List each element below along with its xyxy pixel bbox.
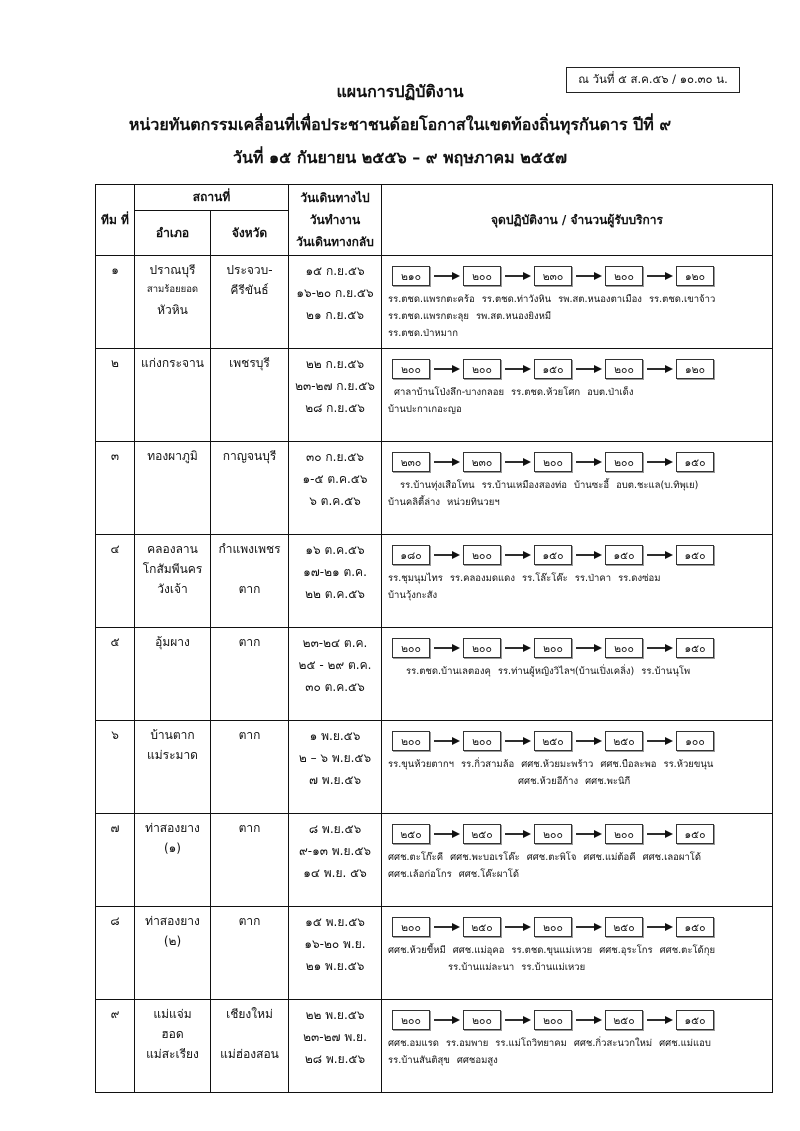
patient-count-box: ๒๕๐ — [605, 917, 643, 937]
dates-cell — [289, 814, 382, 907]
province-cell — [211, 349, 289, 442]
province-cell — [211, 628, 289, 721]
patient-count-box: ๒๐๐ — [392, 1010, 430, 1030]
location-name: บ้านวุ้งกะสัง — [388, 590, 438, 601]
location-line — [388, 308, 772, 325]
province-cell — [211, 1000, 289, 1093]
service-flow — [392, 545, 772, 565]
location-name: ศศช.ตะโก๊ะคี — [388, 852, 444, 863]
return-date: ๑๔ พ.ย. ๕๖ — [303, 866, 367, 880]
points-cell — [382, 814, 773, 907]
location-name: รร.คลองมดแดง — [449, 573, 515, 584]
location-name: บ้านคลิตี้ล่าง — [388, 497, 441, 508]
location-name: รร.ห้วยขนุน — [663, 759, 714, 770]
depart-date: ๑๖ ต.ค.๕๖ — [305, 543, 365, 557]
location-line — [388, 1035, 772, 1052]
location-name: รร.ตชด.ป่าหมาก — [388, 328, 459, 339]
arrow-right-icon — [430, 644, 463, 652]
service-flow — [392, 1010, 772, 1030]
arrow-right-icon — [643, 923, 676, 931]
team-number: ๖ — [96, 721, 135, 814]
patient-count-box: ๒๑๐ — [392, 266, 430, 286]
return-date: ๒๘ พ.ย.๕๖ — [304, 1052, 366, 1066]
patient-count-box: ๒๐๐ — [605, 638, 643, 658]
patient-count-box: ๒๕๐ — [463, 824, 501, 844]
points-cell — [382, 628, 773, 721]
amphoe-name: ทองผาภูมิ — [147, 449, 198, 463]
patient-count-box: ๑๕๐ — [534, 359, 572, 379]
arrow-right-icon — [572, 272, 605, 280]
location-line — [388, 849, 772, 866]
patient-count-box: ๑๕๐ — [676, 452, 714, 472]
return-date: ๒๑ ก.ย.๕๖ — [306, 308, 364, 322]
amphoe-name: วังเจ้า — [157, 582, 188, 596]
header-place: สถานที่ — [135, 185, 289, 211]
patient-count-box: ๒๕๐ — [534, 731, 572, 751]
arrow-right-icon — [501, 644, 534, 652]
location-name: ศศช.แม่แอบ — [659, 1038, 711, 1049]
patient-count-box: ๒๕๐ — [605, 1010, 643, 1030]
header-date-return: วันเดินทางกลับ — [296, 235, 374, 249]
patient-count-box: ๒๐๐ — [463, 545, 501, 565]
arrow-right-icon — [430, 365, 463, 373]
patient-count-box: ๑๒๐ — [676, 266, 714, 286]
service-flow — [392, 731, 772, 751]
province-cell — [211, 256, 289, 349]
province-cell — [211, 442, 289, 535]
location-name: รร.ตชด.แพรกตะลุย — [388, 311, 469, 322]
patient-count-box: ๒๐๐ — [463, 1010, 501, 1030]
province-cell — [211, 814, 289, 907]
team-number: ๘ — [96, 907, 135, 1000]
patient-count-box: ๒๕๐ — [392, 824, 430, 844]
province-name: ตาก — [238, 635, 261, 649]
amphoe-name: (๒) — [163, 934, 182, 948]
amphoe-cell — [135, 535, 211, 628]
dates-cell — [289, 721, 382, 814]
location-line — [388, 291, 772, 308]
patient-count-box: ๑๕๐ — [676, 1010, 714, 1030]
patient-count-box: ๒๓๐ — [463, 452, 501, 472]
depart-date: ๘ พ.ย.๕๖ — [308, 822, 362, 836]
patient-count-box: ๒๐๐ — [463, 638, 501, 658]
amphoe-name: คลองลาน — [147, 542, 198, 556]
province-name — [211, 559, 288, 579]
patient-count-box: ๒๐๐ — [463, 266, 501, 286]
arrow-right-icon — [572, 830, 605, 838]
patient-count-box: ๑๒๐ — [676, 359, 714, 379]
location-name: รร.ท่านผู้หญิงวิไลฯ(บ้านเปิ่งเคลิ่ง) — [497, 666, 635, 677]
location-name: รพ.สต.หนองตาเมือง — [558, 294, 642, 305]
header-points: จุดปฏิบัติงาน / จำนวนผู้รับบริการ — [382, 185, 773, 256]
arrow-right-icon — [501, 923, 534, 931]
province-name: ตาก — [238, 728, 261, 742]
return-date: ๗ พ.ย.๕๖ — [308, 773, 362, 787]
service-locations — [388, 756, 772, 790]
patient-count-box: ๒๕๐ — [463, 917, 501, 937]
amphoe-name: สามร้อยยอด — [146, 284, 199, 295]
province-name — [211, 1024, 288, 1044]
location-line — [388, 942, 772, 959]
location-name: รร.ตชด.ขุนแม่เหวย — [511, 945, 593, 956]
location-line — [388, 570, 772, 587]
location-line — [388, 325, 772, 342]
arrow-right-icon — [643, 644, 676, 652]
points-cell — [382, 1000, 773, 1093]
amphoe-name: ปราณบุรี — [149, 263, 196, 277]
patient-count-box: ๑๐๐ — [676, 731, 714, 751]
document-title: แผนการปฏิบัติงาน — [336, 82, 464, 101]
amphoe-name: แม่สะเรียง — [146, 1047, 199, 1061]
amphoe-name: แม่ระมาด — [147, 748, 198, 762]
service-locations — [388, 291, 772, 342]
arrow-right-icon — [572, 923, 605, 931]
amphoe-name: หัวหิน — [157, 303, 188, 317]
patient-count-box: ๑๕๐ — [676, 824, 714, 844]
document-period: วันที่ ๑๕ กันยายน ๒๕๕๖ – ๙ พฤษภาคม ๒๕๕๗ — [232, 148, 568, 167]
amphoe-name: บ้านตาก — [150, 728, 195, 742]
arrow-right-icon — [643, 551, 676, 559]
amphoe-name: แม่แจ่ม — [153, 1007, 192, 1021]
service-flow — [392, 824, 772, 844]
team-number: ๒ — [96, 349, 135, 442]
location-name: ศศช.เลอผาโด้ — [642, 852, 702, 863]
location-name: บ้านซะอี้ — [573, 480, 610, 491]
service-flow — [392, 359, 772, 379]
service-flow — [392, 452, 772, 472]
arrow-right-icon — [501, 272, 534, 280]
location-name: อบต.ป่าเด็ง — [587, 387, 634, 398]
table-row — [96, 256, 773, 349]
arrow-right-icon — [501, 365, 534, 373]
patient-count-box: ๑๕๐ — [605, 545, 643, 565]
location-line — [388, 494, 772, 511]
arrow-right-icon — [430, 272, 463, 280]
patient-count-box: ๒๐๐ — [392, 359, 430, 379]
depart-date: ๒๒ พ.ย.๕๖ — [305, 1008, 365, 1022]
amphoe-cell — [135, 907, 211, 1000]
location-line — [388, 866, 772, 883]
location-name: รร.ตชด.แพรกตะคร้อ — [388, 294, 475, 305]
arrow-right-icon — [430, 737, 463, 745]
location-name: อบต.ชะแล(บ.ทิพุเย) — [616, 480, 699, 491]
team-number: ๕ — [96, 628, 135, 721]
location-name: รร.ชุมนุมไทร — [388, 573, 443, 584]
amphoe-cell — [135, 1000, 211, 1093]
location-name: รร.ตชด.บ้านเลตองคุ — [406, 666, 491, 677]
arrow-right-icon — [643, 1016, 676, 1024]
arrow-right-icon — [572, 1016, 605, 1024]
arrow-right-icon — [501, 551, 534, 559]
header-date-work: วันทำงาน — [309, 213, 361, 227]
amphoe-cell — [135, 628, 211, 721]
patient-count-box: ๑๕๐ — [676, 545, 714, 565]
location-name: ศศช.ห้วยอีก้าง — [518, 776, 579, 787]
depart-date: ๑๕ พ.ย.๕๖ — [305, 915, 365, 929]
province-name: ตาก — [238, 821, 261, 835]
patient-count-box: ๒๐๐ — [534, 917, 572, 937]
dates-cell — [289, 907, 382, 1000]
patient-count-box: ๑๕๐ — [676, 917, 714, 937]
points-cell — [382, 442, 773, 535]
service-locations — [388, 570, 772, 604]
location-name: ศศช.โค๊ะผาโด้ — [458, 869, 519, 880]
location-name: ศศช.แม่อุคอ — [452, 945, 505, 956]
table-row — [96, 907, 773, 1000]
location-name: รร.แม่โถวิทยาคม — [495, 1038, 567, 1049]
return-date: ๖ ต.ค.๕๖ — [309, 494, 361, 508]
location-name: รร.กิ่วสามล้อ — [460, 759, 515, 770]
table-row — [96, 1000, 773, 1093]
amphoe-cell — [135, 721, 211, 814]
location-name: รพ.สต.หนองยิงหมี — [475, 311, 552, 322]
return-date: ๓๐ ต.ค.๕๖ — [305, 680, 365, 694]
amphoe-name: ท่าสองยาง — [145, 914, 200, 928]
location-name: รร.บ้านเหมืองสองท่อ — [481, 480, 567, 491]
location-name: หน่วยทินวยฯ — [447, 497, 500, 508]
location-name: ศศช.พะบอเรโค๊ะ — [450, 852, 520, 863]
arrow-right-icon — [501, 737, 534, 745]
province-name: คีรีขันธ์ — [230, 283, 269, 297]
location-name: รร.อมพาย — [445, 1038, 489, 1049]
points-cell — [382, 907, 773, 1000]
dates-cell — [289, 628, 382, 721]
province-cell — [211, 721, 289, 814]
location-line — [388, 663, 772, 680]
service-locations — [388, 663, 772, 680]
location-line — [388, 756, 772, 773]
amphoe-cell — [135, 442, 211, 535]
header-amphoe: อำเภอ — [135, 211, 211, 256]
depart-date: ๑๕ ก.ย.๕๖ — [305, 264, 365, 278]
province-name: ประจวบ- — [226, 263, 273, 277]
return-date: ๒๒ ต.ค.๕๖ — [305, 587, 365, 601]
location-line — [388, 384, 772, 401]
dates-cell — [289, 535, 382, 628]
arrow-right-icon — [572, 458, 605, 466]
table-row — [96, 535, 773, 628]
province-cell — [211, 907, 289, 1000]
location-name: รร.ตชด.ห้วยโศก — [511, 387, 581, 398]
dates-cell — [289, 442, 382, 535]
service-locations — [388, 849, 772, 883]
location-name: รร.บ้านแม่เหวย — [521, 962, 586, 973]
arrow-right-icon — [501, 1016, 534, 1024]
location-name: ศศช.เล้อก่อโกร — [388, 869, 452, 880]
location-name: รร.ดงซ่อม — [618, 573, 661, 584]
service-flow — [392, 638, 772, 658]
table-row — [96, 442, 773, 535]
header-dates — [289, 185, 382, 256]
amphoe-name: ท่าสองยาง — [145, 821, 200, 835]
team-number: ๔ — [96, 535, 135, 628]
arrow-right-icon — [643, 458, 676, 466]
table-row — [96, 349, 773, 442]
province-name: เชียงใหม่ — [226, 1007, 273, 1021]
document-subtitle: หน่วยทันตกรรมเคลื่อนที่เพื่อประชาชนด้อยโอกาสในเขตท้องถิ่นทุรกันดาร ปีที่ ๙ — [128, 115, 672, 134]
patient-count-box: ๒๐๐ — [463, 731, 501, 751]
province-name: กาญจนบุรี — [222, 449, 277, 463]
service-locations — [388, 942, 772, 976]
dates-cell — [289, 256, 382, 349]
arrow-right-icon — [430, 1016, 463, 1024]
work-dates: ๙-๑๓ พ.ย.๕๖ — [299, 844, 372, 858]
work-dates: ๑-๕ ต.ค.๕๖ — [302, 472, 368, 486]
amphoe-cell — [135, 814, 211, 907]
service-flow — [392, 917, 772, 937]
team-number: ๓ — [96, 442, 135, 535]
points-cell — [382, 535, 773, 628]
arrow-right-icon — [572, 644, 605, 652]
amphoe-name: ฮอด — [161, 1027, 184, 1041]
arrow-right-icon — [572, 551, 605, 559]
patient-count-box: ๒๐๐ — [605, 359, 643, 379]
arrow-right-icon — [643, 365, 676, 373]
location-name: ศศช.ตะพิโจ — [526, 852, 577, 863]
depart-date: ๓๐ ก.ย.๕๖ — [306, 450, 364, 464]
work-dates: ๑๖-๒๐ ก.ย.๕๖ — [296, 286, 374, 300]
patient-count-box: ๒๐๐ — [605, 452, 643, 472]
location-name: ศาลาบ้านโป่งลึก-บางกลอย — [394, 387, 505, 398]
points-cell — [382, 256, 773, 349]
location-line — [388, 401, 772, 418]
service-locations — [388, 384, 772, 418]
location-name: รร.โล๊ะโค๊ะ — [521, 573, 568, 584]
province-name: กำแพงเพชร — [218, 542, 281, 556]
location-name: รร.บ้านสันติสุข — [388, 1055, 450, 1066]
arrow-right-icon — [643, 272, 676, 280]
arrow-right-icon — [501, 458, 534, 466]
schedule-table — [95, 184, 773, 1093]
header-date-depart: วันเดินทางไป — [300, 191, 370, 205]
patient-count-box: ๒๓๐ — [392, 452, 430, 472]
patient-count-box: ๒๐๐ — [392, 731, 430, 751]
arrow-right-icon — [572, 737, 605, 745]
location-name: ศศช.ห้วยขี้หมี — [388, 945, 446, 956]
patient-count-box: ๒๐๐ — [534, 452, 572, 472]
team-number: ๙ — [96, 1000, 135, 1093]
table-row — [96, 814, 773, 907]
arrow-right-icon — [430, 923, 463, 931]
location-name: ศศช.พะนิกี — [585, 776, 631, 787]
location-line — [388, 959, 772, 976]
location-line — [388, 1052, 772, 1069]
location-name: ศศชอมสูง — [456, 1055, 498, 1066]
table-row — [96, 628, 773, 721]
service-flow — [392, 266, 772, 286]
location-name: รร.บ้านทุ่งเสือโทน — [400, 480, 475, 491]
location-name: ศศช.ตะโด้กุย — [659, 945, 716, 956]
location-name: บ้านปะกาเกอะญอ — [388, 404, 462, 415]
arrow-right-icon — [572, 365, 605, 373]
amphoe-cell — [135, 256, 211, 349]
amphoe-name: (๑) — [164, 841, 181, 855]
location-name: รร.ตชด.เขาจ้าว — [648, 294, 716, 305]
table-row — [96, 721, 773, 814]
work-dates: ๒๕ - ๒๙ ต.ค. — [298, 658, 372, 672]
service-locations — [388, 1035, 772, 1069]
location-name: รร.บ้านนุโพ — [641, 666, 691, 677]
service-locations — [388, 477, 772, 511]
province-name: แม่ฮ่องสอน — [220, 1047, 279, 1061]
location-name: รร.ป่าคา — [574, 573, 612, 584]
return-date: ๒๑ พ.ย.๕๖ — [305, 959, 365, 973]
work-dates: ๒ – ๖ พ.ย.๕๖ — [298, 751, 372, 765]
patient-count-box: ๑๕๐ — [676, 638, 714, 658]
amphoe-name: แก่งกระจาน — [141, 356, 204, 370]
arrow-right-icon — [430, 458, 463, 466]
work-dates: ๑๗-๒๑ ต.ค. — [303, 565, 367, 579]
location-name: รร.ขุนห้วยตากฯ — [388, 759, 454, 770]
team-number: ๗ — [96, 814, 135, 907]
depart-date: ๑ พ.ย.๕๖ — [309, 729, 361, 743]
location-line — [388, 773, 772, 790]
header-team: ทีม ที่ — [96, 185, 135, 256]
dates-cell — [289, 1000, 382, 1093]
location-name: รร.ตชด.ท่าวังหิน — [481, 294, 552, 305]
depart-date: ๒๒ ก.ย.๕๖ — [305, 357, 365, 371]
province-name: เพชรบุรี — [229, 356, 270, 370]
location-name: ศศช.อุระโกร — [599, 945, 653, 956]
patient-count-box: ๒๐๐ — [534, 638, 572, 658]
location-name: ศศช.อมแรด — [388, 1038, 439, 1049]
patient-count-box: ๒๕๐ — [605, 731, 643, 751]
patient-count-box: ๒๐๐ — [392, 638, 430, 658]
location-name: ศศช.แม่ต้อคี — [583, 852, 636, 863]
work-dates: ๑๖-๒๐ พ.ย. — [304, 937, 366, 951]
arrow-right-icon — [643, 830, 676, 838]
patient-count-box: ๒๐๐ — [534, 1010, 572, 1030]
location-name: รร.บ้านแม่ละนา — [448, 962, 515, 973]
location-line — [388, 587, 772, 604]
work-dates: ๒๓-๒๗ พ.ย. — [303, 1030, 367, 1044]
location-name: ศศช.ห้วยมะพร้าว — [521, 759, 594, 770]
return-date: ๒๘ ก.ย.๕๖ — [305, 401, 365, 415]
patient-count-box: ๒๐๐ — [605, 266, 643, 286]
amphoe-cell — [135, 349, 211, 442]
team-number: ๑ — [96, 256, 135, 349]
arrow-right-icon — [643, 737, 676, 745]
province-cell — [211, 535, 289, 628]
location-line — [388, 477, 772, 494]
patient-count-box: ๒๐๐ — [463, 359, 501, 379]
depart-date: ๒๓-๒๔ ต.ค. — [302, 636, 368, 650]
points-cell — [382, 349, 773, 442]
patient-count-box: ๑๕๐ — [534, 545, 572, 565]
points-cell — [382, 721, 773, 814]
location-name: ศศช.บือละพอ — [600, 759, 657, 770]
amphoe-name: โกสัมพีนคร — [142, 562, 203, 576]
province-name: ตาก — [238, 582, 261, 596]
dates-cell — [289, 349, 382, 442]
province-name: ตาก — [238, 914, 261, 928]
header-province: จังหวัด — [211, 211, 289, 256]
arrow-right-icon — [430, 551, 463, 559]
patient-count-box: ๒๓๐ — [534, 266, 572, 286]
arrow-right-icon — [430, 830, 463, 838]
arrow-right-icon — [501, 830, 534, 838]
patient-count-box: ๑๘๐ — [392, 545, 430, 565]
work-dates: ๒๓-๒๗ ก.ย.๕๖ — [295, 379, 375, 393]
patient-count-box: ๒๐๐ — [605, 824, 643, 844]
as-of-timestamp-box: ณ วันที่ ๕ ส.ค.๕๖ / ๑๐.๓๐ น. — [566, 67, 740, 93]
location-name: ศศช.กิ่วสะนวกใหม่ — [573, 1038, 653, 1049]
amphoe-name: อุ้มผาง — [155, 635, 190, 649]
patient-count-box: ๒๐๐ — [392, 917, 430, 937]
schedule-rows — [96, 256, 773, 1093]
patient-count-box: ๒๐๐ — [534, 824, 572, 844]
